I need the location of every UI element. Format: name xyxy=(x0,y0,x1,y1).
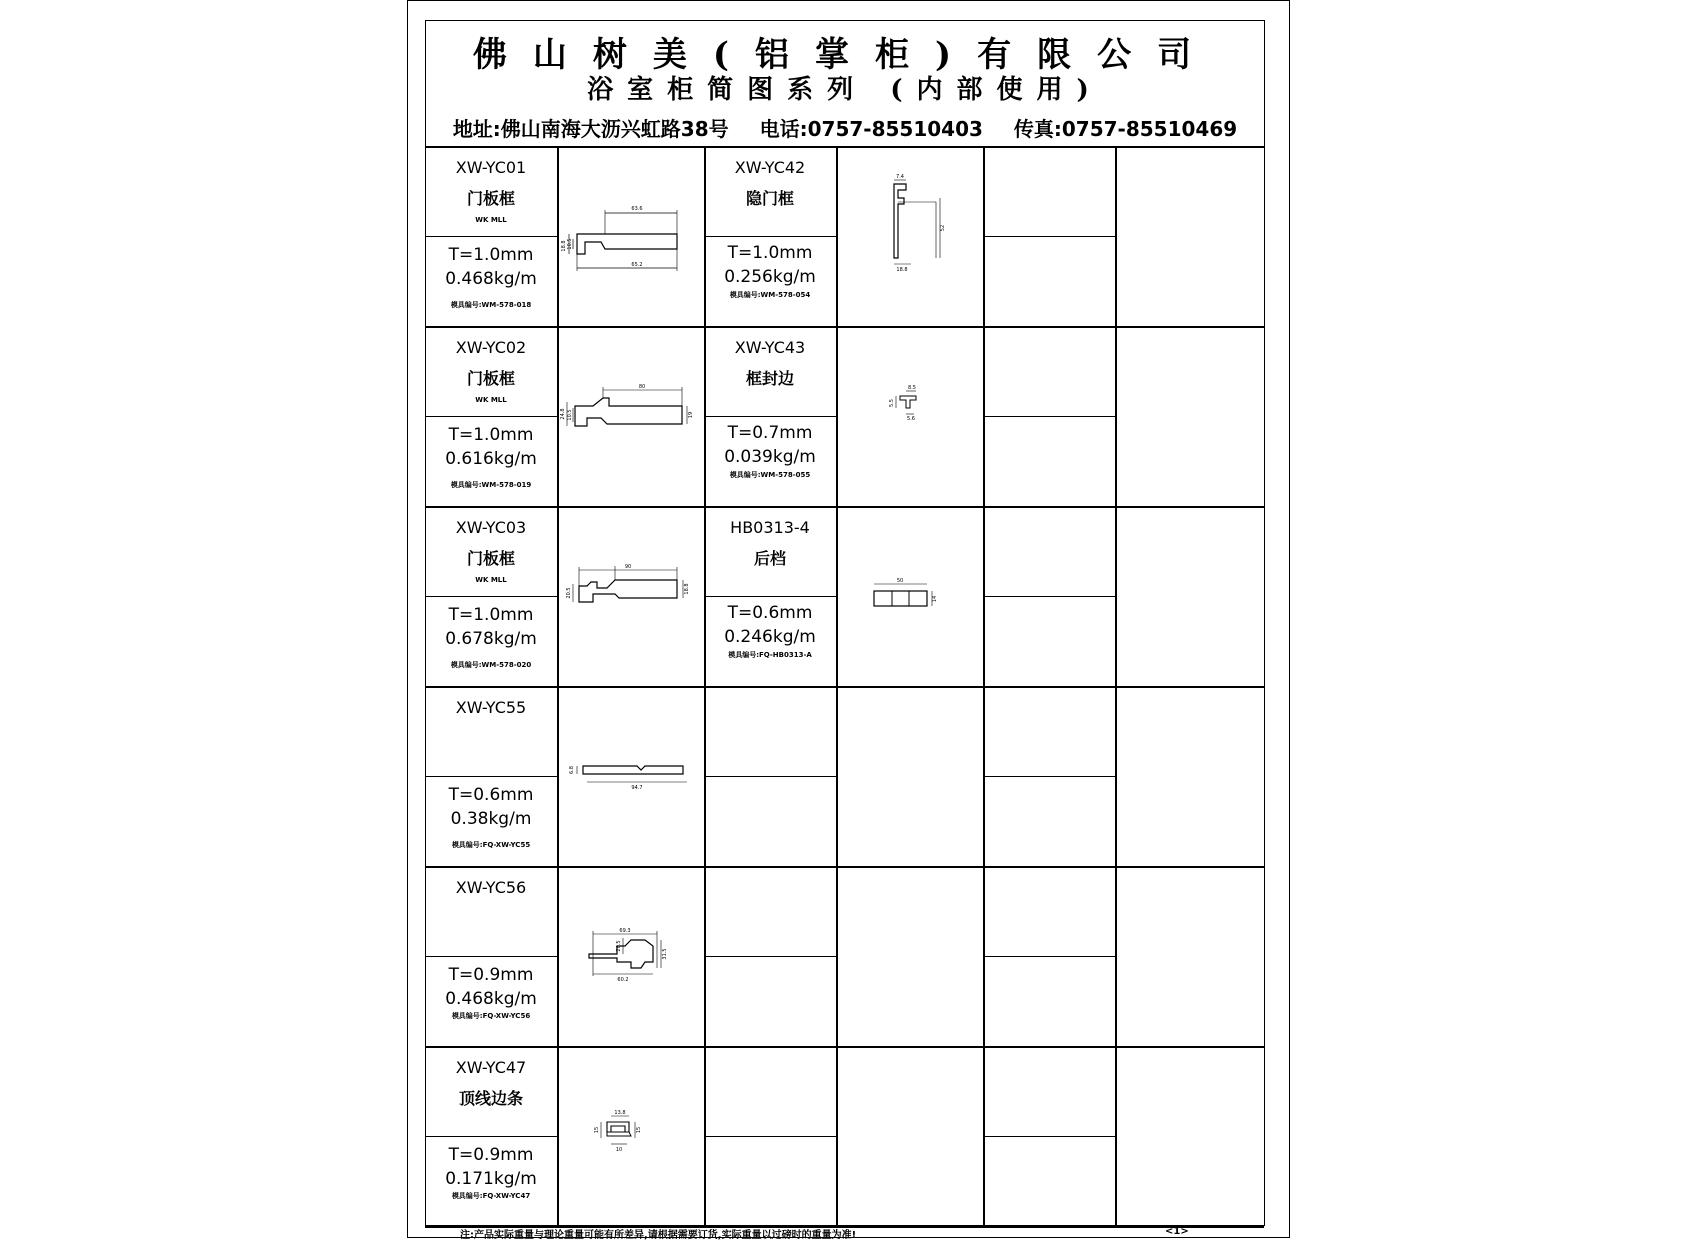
dim-label: 94.7 xyxy=(631,785,643,791)
table-col-line xyxy=(1115,146,1117,1226)
profile-code: XW-YC01 xyxy=(455,158,527,177)
profile-code: XW-YC55 xyxy=(455,698,527,717)
page-number: <1> xyxy=(1165,1226,1189,1237)
dim-label: 20.5 xyxy=(566,587,572,599)
company-name: 佛山树美(铝掌柜)有限公司 xyxy=(472,35,1218,75)
profile-mold: 模具编号:WM-578-018 xyxy=(450,301,532,309)
phone: 电话:0757-85510403 xyxy=(759,117,983,141)
dim-label: 10.5 xyxy=(567,409,573,421)
profile-sketch-yc56 xyxy=(557,866,704,1046)
dim-label: 24.8 xyxy=(560,408,566,420)
profile-sub: WK MLL xyxy=(475,396,507,404)
title-block xyxy=(426,21,1264,147)
profile-code: XW-YC03 xyxy=(455,518,527,537)
address: 地址:佛山南海大沥兴虹路38号 xyxy=(452,117,729,141)
table-sub-line xyxy=(425,416,557,417)
table-sub-line xyxy=(704,1136,836,1137)
dim-label: 15 xyxy=(636,1126,642,1134)
profile-name: 门板框 xyxy=(466,369,515,388)
dim-label: 8.5 xyxy=(908,385,916,391)
contact-line xyxy=(426,113,1264,142)
table-sub-line xyxy=(425,236,557,237)
profile-mold: 模具编号:WM-578-055 xyxy=(729,471,811,479)
table-col-line xyxy=(983,146,985,1226)
dim-label: 63.6 xyxy=(631,206,643,212)
profile-name: 门板框 xyxy=(466,189,515,208)
profile-mold: 模具编号:FQ-XW-YC56 xyxy=(451,1012,531,1020)
table-sub-line xyxy=(704,416,836,417)
dim-label: 18.8 xyxy=(896,267,908,273)
profile-sub: WK MLL xyxy=(475,576,507,584)
table-sub-line xyxy=(704,236,836,237)
dim-label: 10 xyxy=(615,1147,623,1153)
profile-thickness: T=1.0mm xyxy=(448,605,534,625)
profile-code: XW-YC02 xyxy=(455,338,527,357)
profile-weight: 0.468kg/m xyxy=(445,989,537,1009)
profile-code: HB0313-4 xyxy=(730,518,810,537)
profile-code: XW-YC42 xyxy=(734,158,806,177)
profile-thickness: T=0.7mm xyxy=(727,423,813,443)
table-sub-line xyxy=(983,236,1115,237)
footer-note: 注:产品实际重量与理论重量可能有所差异,请根据需要订货,实际重量以过磅时的重量为准! xyxy=(460,1230,857,1241)
profile-thickness: T=1.0mm xyxy=(727,243,813,263)
table-col-line xyxy=(704,146,706,1226)
table-sub-line xyxy=(704,956,836,957)
profile-sketch-yc42 xyxy=(836,146,983,326)
table-row-line xyxy=(425,866,1264,868)
profile-name: 隐门框 xyxy=(745,189,794,208)
table-sub-line xyxy=(425,596,557,597)
dim-label: 50 xyxy=(896,578,904,584)
profile-sketch-yc01 xyxy=(557,146,704,326)
profile-code: XW-YC56 xyxy=(455,878,527,897)
dim-label: 15 xyxy=(594,1126,600,1134)
profile-sketch-yc47 xyxy=(557,1046,704,1226)
dim-label: 13.8 xyxy=(614,1110,626,1116)
profile-weight: 0.246kg/m xyxy=(724,627,816,647)
profile-weight: 0.616kg/m xyxy=(445,449,537,469)
profile-mold: 模具编号:WM-578-020 xyxy=(450,661,532,669)
dim-label: 52 xyxy=(940,224,946,232)
profile-sketch-yc03 xyxy=(557,506,704,686)
fax: 传真:0757-85510469 xyxy=(1013,117,1238,141)
table-sub-line xyxy=(425,1136,557,1137)
profile-weight: 0.38kg/m xyxy=(450,809,532,829)
dim-label: 20.5 xyxy=(616,940,622,952)
table-sub-line xyxy=(983,596,1115,597)
profile-name: 顶线边条 xyxy=(458,1089,523,1108)
series-title: 浴室柜简图系列 (内部使用) xyxy=(587,75,1103,105)
table-sub-line xyxy=(983,416,1115,417)
dim-label: 60.2 xyxy=(617,977,629,983)
profile-code: XW-YC47 xyxy=(455,1058,527,1077)
table-sub-line xyxy=(983,1136,1115,1137)
profile-mold: 模具编号:WM-578-054 xyxy=(729,291,811,299)
dim-label: 31.5 xyxy=(662,948,668,960)
profile-weight: 0.171kg/m xyxy=(445,1169,537,1189)
table-sub-line xyxy=(704,776,836,777)
profile-mold: 模具编号:FQ-XW-YC55 xyxy=(451,841,531,849)
table-sub-line xyxy=(704,596,836,597)
dim-label: 80 xyxy=(638,384,646,390)
profile-sketch-hb0313 xyxy=(836,506,983,686)
table-sub-line xyxy=(983,956,1115,957)
profile-thickness: T=1.0mm xyxy=(448,245,534,265)
profile-thickness: T=0.9mm xyxy=(448,1145,534,1165)
profile-thickness: T=1.0mm xyxy=(448,425,534,445)
dim-label: 10.5 xyxy=(567,238,573,250)
table-sub-line xyxy=(983,776,1115,777)
dim-label: 7.4 xyxy=(896,174,904,180)
dim-label: 6.8 xyxy=(569,766,575,774)
dim-label: 90 xyxy=(624,564,632,570)
profile-sub: WK MLL xyxy=(475,216,507,224)
profile-mold: 模具编号:FQ-HB0313-A xyxy=(728,651,812,659)
dim-label: 14 xyxy=(932,595,938,603)
profile-sketch-yc43 xyxy=(836,326,983,506)
profile-name: 后档 xyxy=(753,549,786,568)
profile-thickness: T=0.9mm xyxy=(448,965,534,985)
dim-label: 19 xyxy=(688,411,694,419)
profile-code: XW-YC43 xyxy=(734,338,806,357)
table-row-line xyxy=(425,686,1264,688)
dim-label: 65.2 xyxy=(631,262,643,268)
profile-weight: 0.039kg/m xyxy=(724,447,816,467)
dim-label: 18.8 xyxy=(561,240,567,252)
profile-weight: 0.468kg/m xyxy=(445,269,537,289)
dim-label: 5.5 xyxy=(889,399,895,407)
table-sub-line xyxy=(425,956,557,957)
profile-sketch-yc55 xyxy=(557,686,704,866)
dim-label: 5.6 xyxy=(907,416,915,422)
profile-mold: 模具编号:FQ-XW-YC47 xyxy=(451,1192,531,1200)
profile-weight: 0.678kg/m xyxy=(445,629,537,649)
table-sub-line xyxy=(425,776,557,777)
profile-thickness: T=0.6mm xyxy=(727,603,813,623)
dim-label: 18.8 xyxy=(684,583,690,595)
profile-thickness: T=0.6mm xyxy=(448,785,534,805)
profile-name: 框封边 xyxy=(745,369,794,388)
table-row-line xyxy=(425,1046,1264,1048)
profile-weight: 0.256kg/m xyxy=(724,267,816,287)
profile-name: 门板框 xyxy=(466,549,515,568)
profile-sketch-yc02 xyxy=(557,326,704,506)
profile-mold: 模具编号:WM-578-019 xyxy=(450,481,532,489)
dim-label: 69.3 xyxy=(619,928,631,934)
